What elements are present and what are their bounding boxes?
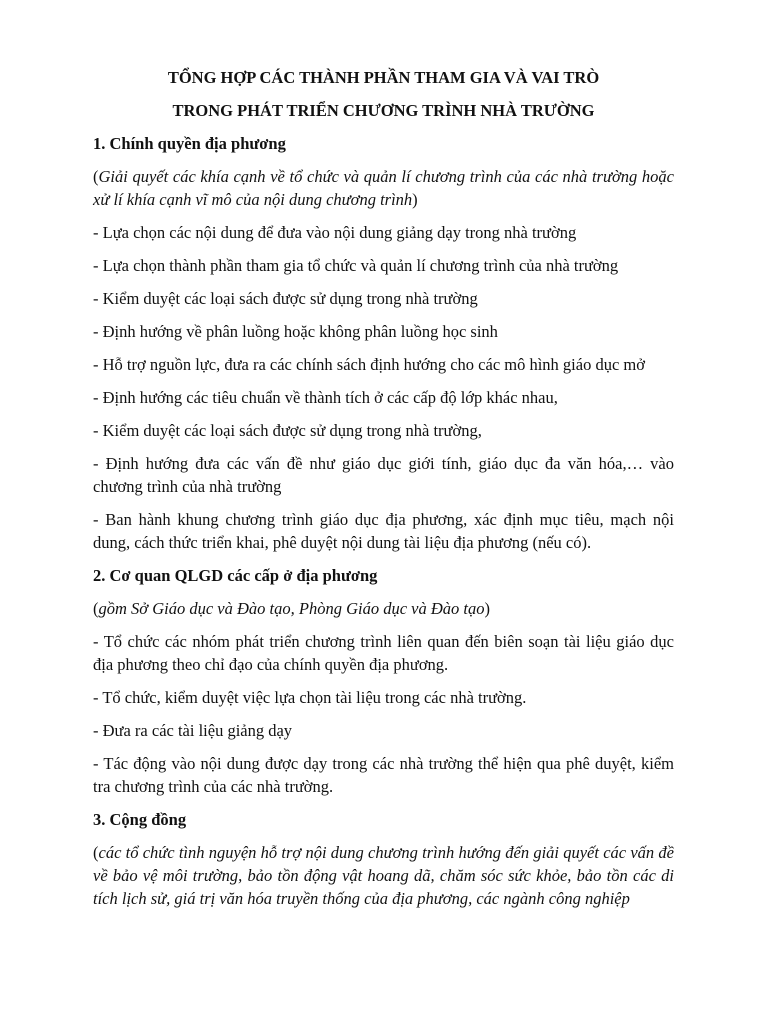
section-1-item: - Kiểm duyệt các loại sách được sử dụng trong nhà trường xyxy=(93,289,478,308)
section-3-heading: 3. Cộng đồng xyxy=(93,810,187,829)
section-1-item: - Ban hành khung chương trình giáo dục địa phương, xác định mục tiêu, mạch nội dung, cách thức triển khai, phê duyệt nội dung tài liệu địa phương (nếu có). xyxy=(93,510,674,552)
section-1-item: - Định hướng các tiêu chuẩn về thành tích ở các cấp độ lớp khác nhau, xyxy=(93,388,558,407)
section-1-item: - Kiểm duyệt các loại sách được sử dụng trong nhà trường, xyxy=(93,421,482,440)
section-2-note-text: gồm Sở Giáo dục và Đào tạo, Phòng Giáo dục và Đào tạo xyxy=(98,599,485,618)
section-1-item: - Định hướng đưa các vấn đề như giáo dục giới tính, giáo dục đa văn hóa,… vào chương trình của nhà trường xyxy=(93,454,674,496)
section-1-item: - Lựa chọn thành phần tham gia tổ chức và quản lí chương trình của nhà trường xyxy=(93,256,619,275)
section-2-item: - Tác động vào nội dung được dạy trong các nhà trường thể hiện qua phê duyệt, kiểm tra chương trình của các nhà trường. xyxy=(93,754,674,796)
section-2-item: - Đưa ra các tài liệu giảng dạy xyxy=(93,721,293,740)
section-3-note: (các tổ chức tình nguyện hỗ trợ nội dung chương trình hướng đến giải quyết các vấn đề về bảo vệ môi trường, bảo tồn động vật hoang dã, chăm sóc sức khỏe, bảo tồn các di tích lịch sử, giá trị văn hóa truyền thống của địa phương, các ngành công nghiệp xyxy=(93,843,674,908)
section-1-item: - Định hướng về phân luồng hoặc không phân luồng học sinh xyxy=(93,322,498,341)
section-2-item: - Tổ chức các nhóm phát triển chương trình liên quan đến biên soạn tài liệu giáo dục địa phương theo chỉ đạo của chính quyền địa phương. xyxy=(93,632,674,674)
document-title-line-1: TỔNG HỢP CÁC THÀNH PHẦN THAM GIA VÀ VAI TRÒ xyxy=(167,68,600,87)
section-2-note: (gồm Sở Giáo dục và Đào tạo, Phòng Giáo dục và Đào tạo) xyxy=(93,599,490,618)
section-2-item: - Tổ chức, kiểm duyệt việc lựa chọn tài liệu trong các nhà trường. xyxy=(93,688,527,707)
document-title-line-2: TRONG PHÁT TRIỂN CHƯƠNG TRÌNH NHÀ TRƯỜNG xyxy=(172,101,595,120)
section-1-heading: 1. Chính quyền địa phương xyxy=(93,134,286,153)
section-1-item: - Hỗ trợ nguồn lực, đưa ra các chính sách định hướng cho các mô hình giáo dục mở xyxy=(93,355,645,374)
section-1-item: - Lựa chọn các nội dung để đưa vào nội dung giảng dạy trong nhà trường xyxy=(93,223,577,242)
section-3-note-text: các tổ chức tình nguyện hỗ trợ nội dung chương trình hướng đến giải quyết các vấn đề về bảo vệ môi trường, bảo tồn động vật hoang dã, chăm sóc sức khỏe, bảo tồn các di tích lịch sử, giá trị văn hóa truyền thống của địa phương, các ngành công nghiệp xyxy=(93,843,674,908)
section-1-note-text: Giải quyết các khía cạnh về tổ chức và quản lí chương trình của các nhà trường hoặc xử lí khía cạnh vĩ mô của nội dung chương trình xyxy=(93,167,674,209)
section-2-heading: 2. Cơ quan QLGD các cấp ở địa phương xyxy=(93,566,378,585)
section-1-note: (Giải quyết các khía cạnh về tổ chức và quản lí chương trình của các nhà trường hoặc xử lí khía cạnh vĩ mô của nội dung chương trình) xyxy=(93,167,674,209)
